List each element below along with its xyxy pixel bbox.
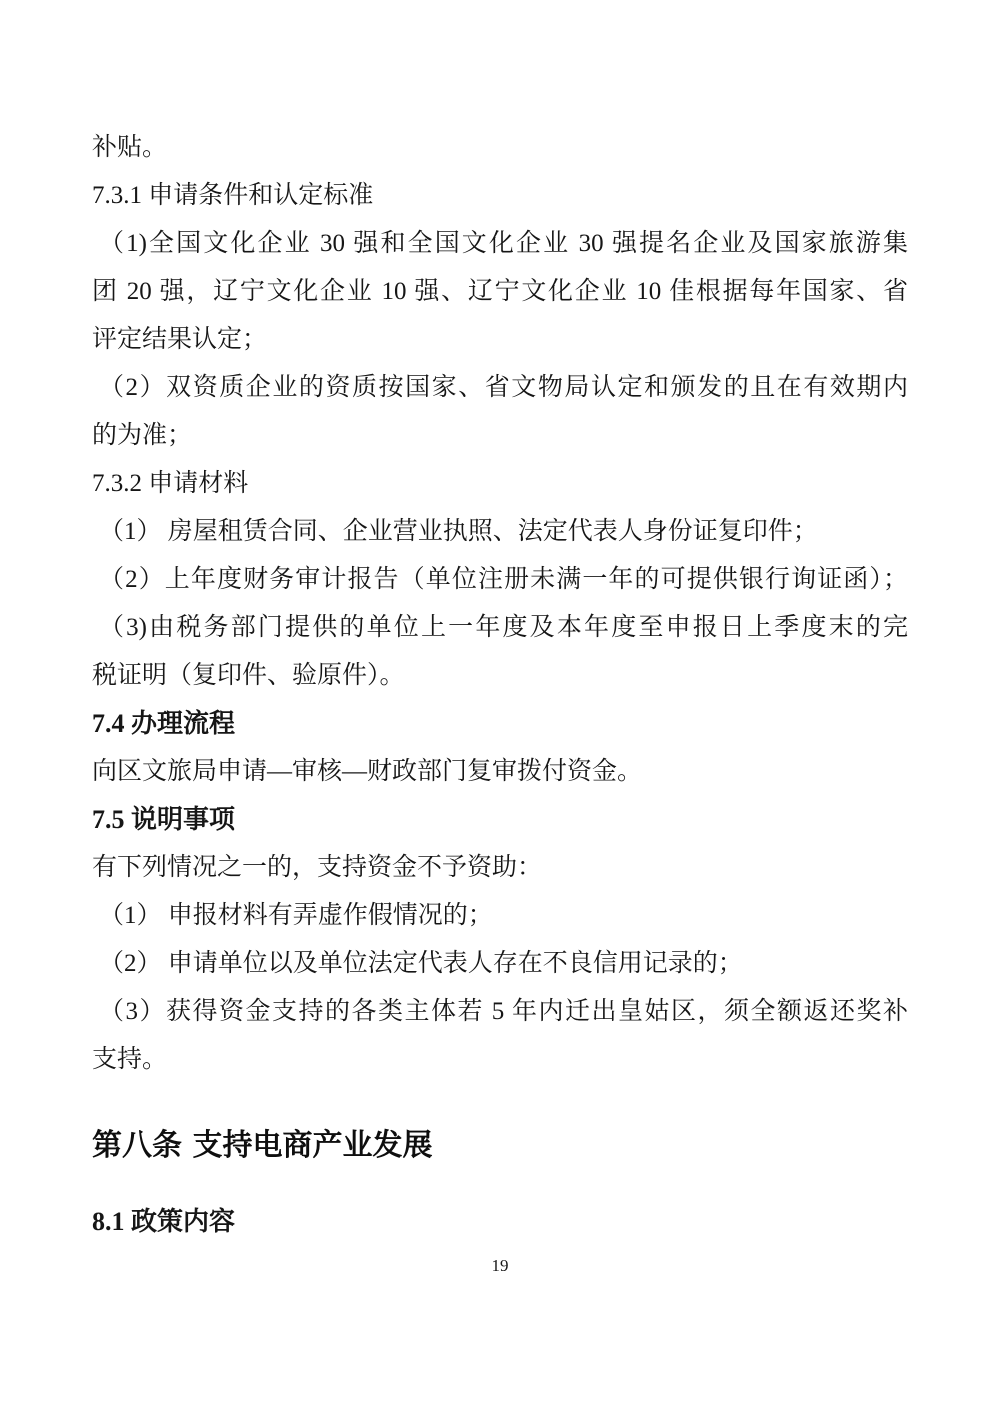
subsection-7-3-1-title: 7.3.1 申请条件和认定标准: [92, 182, 374, 209]
note-item-2: （2） 申请单位以及单位法定代表人存在不良信用记录的；: [99, 950, 743, 977]
article-8-heading: 第八条 支持电商产业发展: [92, 1128, 433, 1163]
note-item-1: （1） 申报材料有弄虚作假情况的；: [99, 902, 493, 929]
process-flow-text: 向区文旅局申请—审核—财政部门复审拨付资金。: [92, 758, 643, 785]
material-item-2: （2）上年度财务审计报告（单位注册未满一年的可提供银行询证函）；: [99, 566, 908, 593]
section-7-4-heading: 7.4 办理流程: [92, 709, 236, 738]
notes-intro-text: 有下列情况之一的，支持资金不予资助：: [92, 854, 543, 881]
subsection-7-3-2-title: 7.3.2 申请材料: [92, 470, 249, 497]
section-8-1-heading: 8.1 政策内容: [92, 1207, 236, 1236]
condition-item-1-line-1: （1)全国文化企业 30 强和全国文化企业 30 强提名企业及国家旅游集: [99, 230, 908, 257]
material-item-3-line-1: （3)由税务部门提供的单位上一年度及本年度至申报日上季度末的完: [99, 614, 908, 641]
condition-item-1-line-2: 团 20 强，辽宁文化企业 10 强、辽宁文化企业 10 佳根据每年国家、省: [92, 278, 908, 305]
paragraph-subsidy-end: 补贴。: [92, 134, 168, 161]
material-item-3-line-2: 税证明（复印件、验原件）。: [92, 662, 405, 689]
condition-item-2-line-2: 的为准；: [92, 422, 193, 449]
condition-item-2-line-1: （2）双资质企业的资质按国家、省文物局认定和颁发的且在有效期内: [99, 374, 908, 401]
document-body: [92, 124, 908, 1246]
page-number: 19: [491, 1256, 509, 1275]
condition-item-1-line-3: 评定结果认定；: [92, 326, 268, 353]
section-7-5-heading: 7.5 说明事项: [92, 805, 236, 834]
material-item-1: （1） 房屋租赁合同、企业营业执照、法定代表人身份证复印件；: [99, 518, 818, 545]
note-item-3-line-2: 支持。: [92, 1046, 168, 1073]
note-item-3-line-1: （3）获得资金支持的各类主体若 5 年内迁出皇姑区，须全额返还奖补: [99, 998, 908, 1025]
